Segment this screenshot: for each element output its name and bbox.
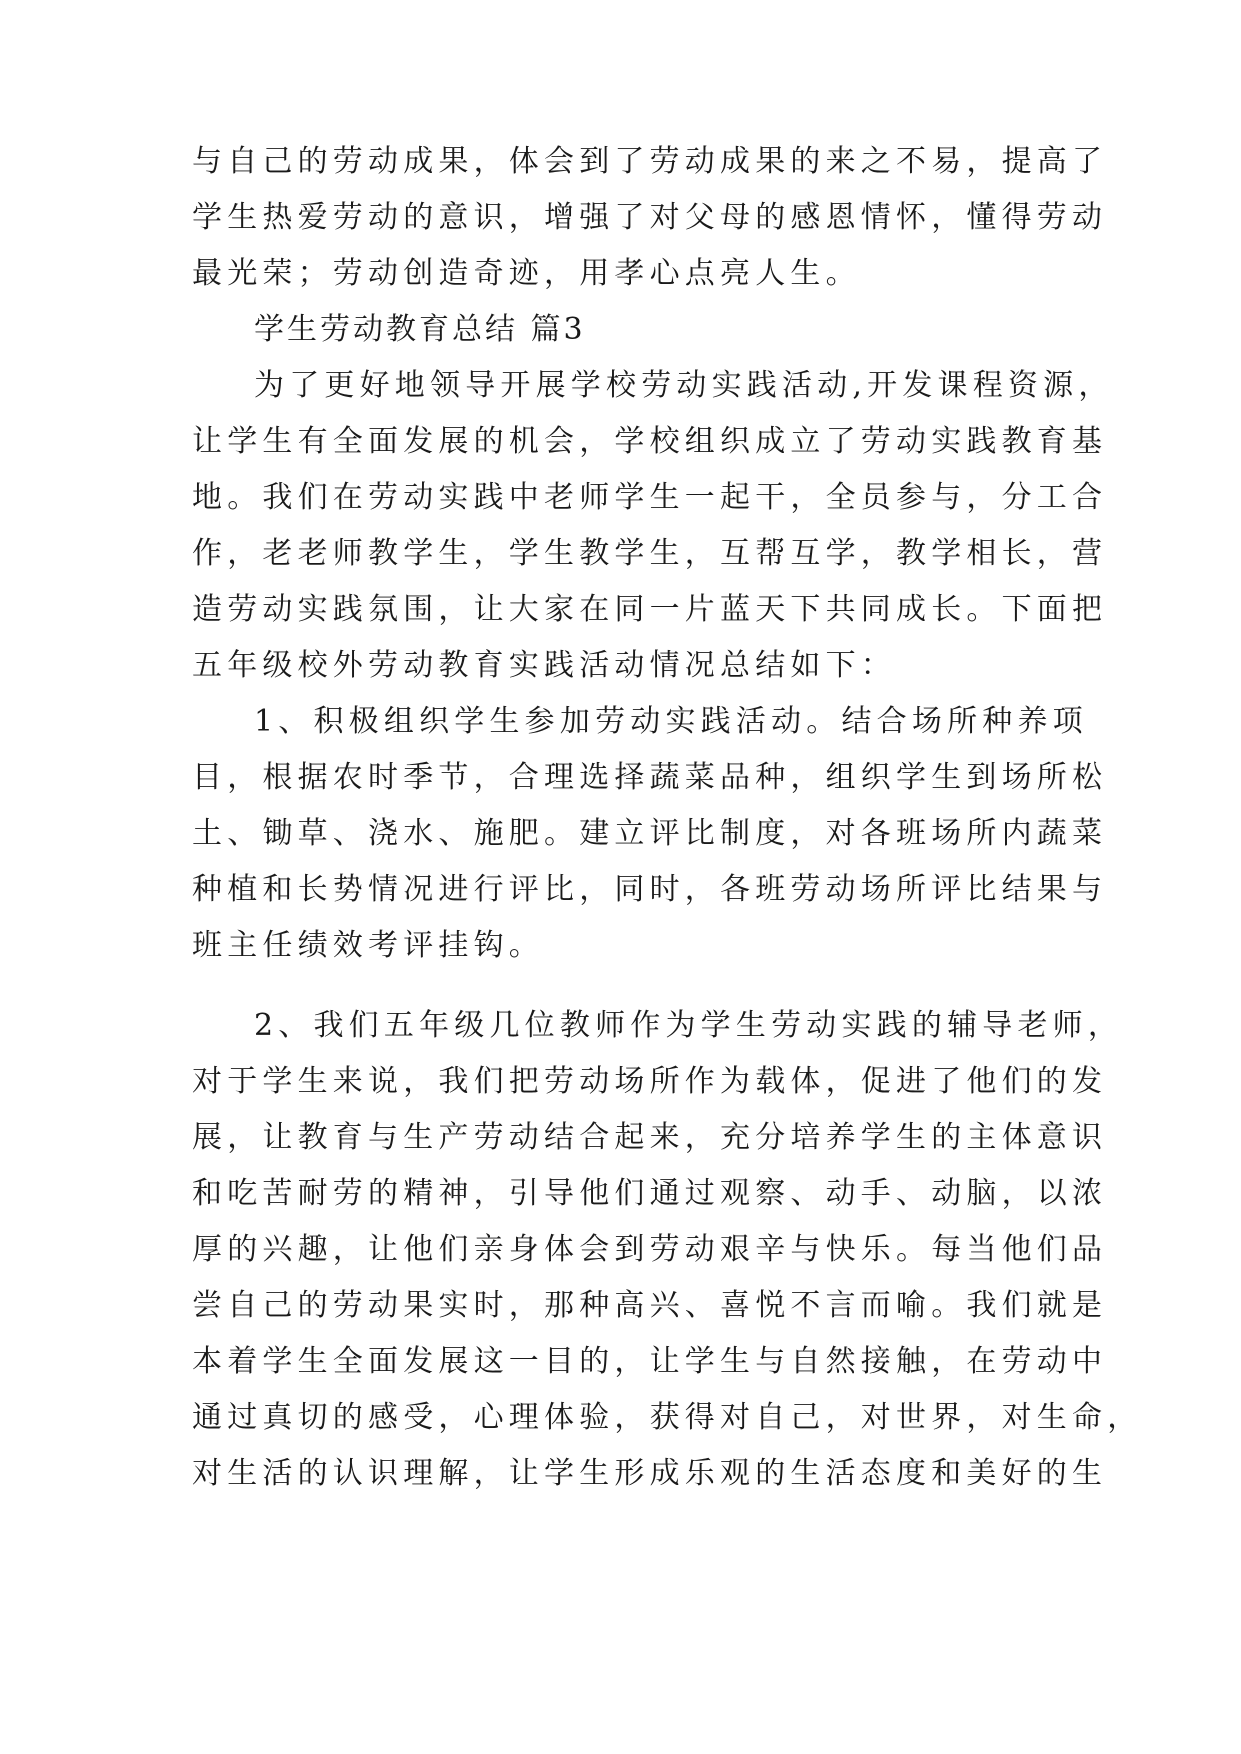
text-line: 种植和长势情况进行评比，同时，各班劳动场所评比结果与: [192, 872, 1108, 907]
text-line: 地。我们在劳动实践中老师学生一起干，全员参与，分工合: [192, 480, 1108, 515]
section-heading: 学生劳动教育总结 篇3: [254, 312, 586, 347]
text-line: 厚的兴趣，让他们亲身体会到劳动艰辛与快乐。每当他们品: [192, 1232, 1108, 1267]
text-line: 展，让教育与生产劳动结合起来，充分培养学生的主体意识: [192, 1120, 1108, 1155]
text-line: 土、锄草、浇水、施肥。建立评比制度，对各班场所内蔬菜: [192, 816, 1108, 851]
text-line: 为了更好地领导开展学校劳动实践活动,开发课程资源，: [254, 368, 1114, 403]
text-line: 最光荣；劳动创造奇迹，用孝心点亮人生。: [192, 256, 861, 291]
text-line: 与自己的劳动成果，体会到了劳动成果的来之不易，提高了: [192, 144, 1108, 179]
text-line: 对生活的认识理解，让学生形成乐观的生活态度和美好的生: [192, 1456, 1108, 1491]
text-line: 对于学生来说，我们把劳动场所作为载体，促进了他们的发: [192, 1064, 1108, 1099]
text-line: 尝自己的劳动果实时，那种高兴、喜悦不言而喻。我们就是: [192, 1288, 1108, 1323]
text-line: 学生热爱劳动的意识，增强了对父母的感恩情怀，懂得劳动: [192, 200, 1108, 235]
text-line: 目，根据农时季节，合理选择蔬菜品种，组织学生到场所松: [192, 760, 1108, 795]
text-line: 通过真切的感受，心理体验，获得对自己，对世界，对生命，: [192, 1400, 1143, 1435]
text-line: 五年级校外劳动教育实践活动情况总结如下：: [192, 648, 896, 683]
text-line: 和吃苦耐劳的精神，引导他们通过观察、动手、动脑，以浓: [192, 1176, 1108, 1211]
text-line: 本着学生全面发展这一目的，让学生与自然接触，在劳动中: [192, 1344, 1108, 1379]
text-line: 班主任绩效考评挂钩。: [192, 928, 544, 963]
text-line: 作，老老师教学生，学生教学生，互帮互学，教学相长，营: [192, 536, 1108, 571]
text-line: 1、积极组织学生参加劳动实践活动。结合场所种养项: [254, 704, 1088, 739]
text-line: 让学生有全面发展的机会，学校组织成立了劳动实践教育基: [192, 424, 1108, 459]
text-line: 造劳动实践氛围，让大家在同一片蓝天下共同成长。下面把: [192, 592, 1108, 627]
text-line: 2、我们五年级几位教师作为学生劳动实践的辅导老师，: [254, 1008, 1124, 1043]
